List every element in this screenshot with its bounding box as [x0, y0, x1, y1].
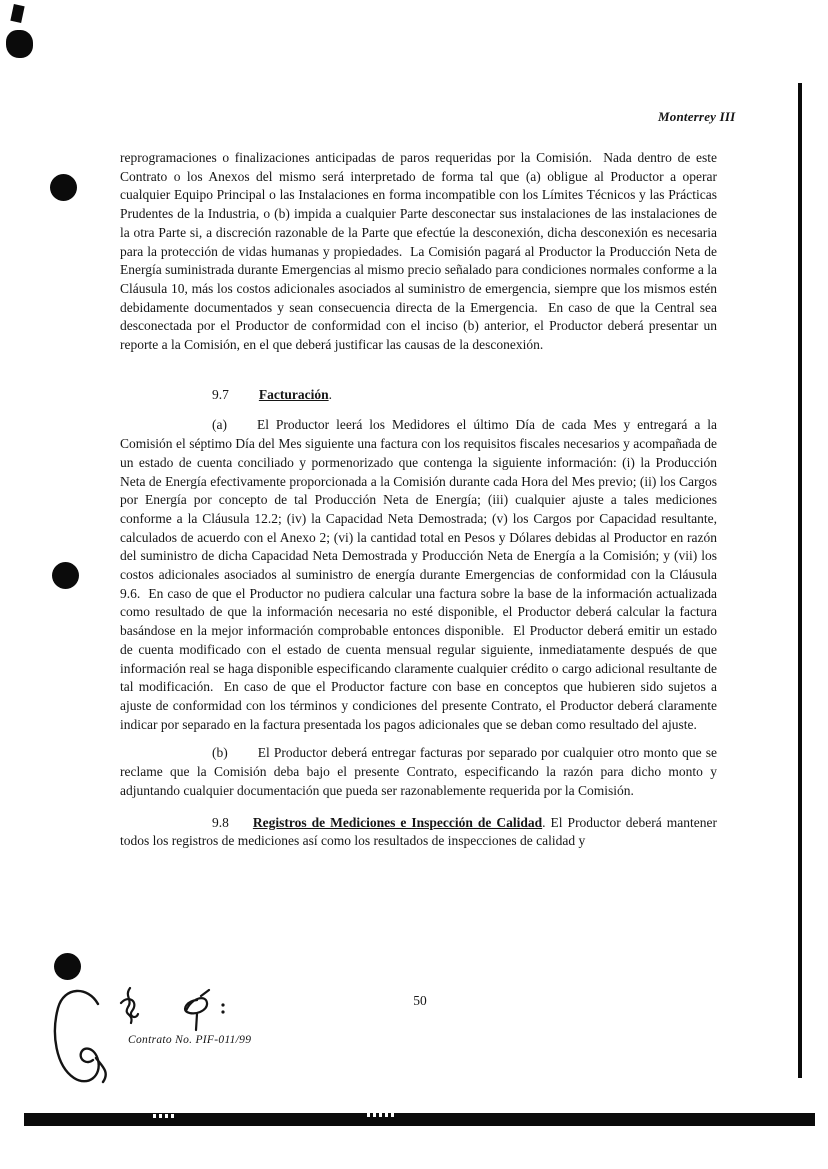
section-9-7-heading: [120, 386, 717, 405]
paragraph-a-text: El Productor leerá los Medidores el último Día de cada Mes y entregará a la Comisión el séptimo Día del Mes siguiente una factura con los requisitos fiscales necesarios y acompañada de un estado de cuenta conciliado y pormenorizado que contenga la siguiente información: (i) la Producción Neta de Energía efectivamente proporcionada a la Comisión durante cada Hora del Mes previo; (ii) los Cargos por Energía por concepto de tal Producción Neta de Energía; (iii) cualquier ajuste a tales mediciones conforme a la Cláusula 12.2; (iv) la Capacidad Neta Demostrada; (v) los Cargos por Capacidad resultante, calculados de acuerdo con el Anexo 2; (vi) la cantidad total en Pesos y Dólares debidas al Productor en razón del suministro de dicha Capacidad Neta Demostrada y Producción Neta de Energía a la Comisión; y (vii) los costos adicionales asociados al suministro de energía durante Emergencias de conformidad con la Cláusula 9.6. En caso de que el Productor no pudiera calcular una factura sobre la base de la información actualizada como resultado de que la información necesaria no esté disponible, el Productor deberá calcular la factura basándose en la mejor información comprobable entonces disponible. El Productor deberá emitir un estado de cuenta modificado con el estado de cuenta mensual regular siguiente, inmediatamente después de que información real se haga disponible especificando claramente cualquier crédito o cargo adicional resultante de tal modificación. En caso de que el Productor facture con base en conceptos que hubieren sido sujetos a ajuste de conformidad con los términos y condiciones del presente Contrato, el Productor deberá claramente indicar por separado en la factura presentada los pagos adicionales que se deban como resultado del ajuste.: [120, 417, 717, 732]
scan-edge-line: [798, 83, 802, 1078]
section-9-7-period: .: [328, 386, 332, 402]
paragraph-a-label: (a): [212, 417, 227, 433]
section-9-7-title: Facturación: [258, 386, 329, 402]
paragraph-b: [120, 744, 717, 800]
contract-number: Contrato No. PIF-011/99: [128, 1034, 252, 1046]
paragraph-b-text: El Productor deberá entregar facturas por separado por cualquier otro monto que se reclame que la Comisión deba bajo el presente Contrato, especificando la razón para dicho monto y adjuntando cualquier documentación que pueda ser razonablemente requerida por la Comisión.: [120, 745, 717, 798]
section-9-8-paragraph: [120, 814, 717, 851]
section-9-8-number: 9.8: [212, 814, 229, 830]
section-9-8-title: Registros de Mediciones e Inspección de Calidad: [252, 814, 543, 830]
document-header: Monterrey III: [658, 109, 736, 124]
punch-hole-middle: [52, 562, 79, 589]
paragraph-a: [120, 416, 717, 734]
page-number: 50: [413, 993, 427, 1008]
punch-hole-bottom: [54, 953, 81, 980]
punch-hole-top: [50, 174, 77, 201]
section-9-7-number: 9.7: [212, 386, 229, 402]
scan-artifact-corner-mark: [10, 4, 24, 23]
scan-artifact-corner-blob: [6, 30, 33, 58]
paragraph-b-label: (b): [212, 745, 228, 761]
scan-bar-dash-left: [153, 1114, 175, 1118]
scan-bar-dash-center: [367, 1113, 395, 1117]
section-9-8-text: El Productor deberá mantener todos los registros de mediciones así como los resultados de inspecciones de calidad y: [120, 814, 718, 849]
paragraph-intro: reprogramaciones o finalizaciones anticipadas de paros requeridas por la Comisión. Nada dentro de este Contrato o los Anexos del mismo será interpretado de forma tal que (a) obligue al Productor a operar cualquier Equipo Principal o las Instalaciones en forma incompatible con los Límites Técnicos y las Prácticas Prudentes de la Industria, o (b) impida a cualquier Parte desconectar sus instalaciones de las instalaciones de la otra Parte si, a discreción razonable de la Parte que efectúe la desconexión, dicha desconexión es necesaria para la protección de vidas humanas y propiedades. La Comisión pagará al Productor la Producción Neta de Energía suministrada durante Emergencias al mismo precio señalado para condiciones normales conforme a la Cláusula 10, más los costos adicionales asociados al suministro de emergencia, siempre que los mismos estén debidamente documentados y sean consecuencia directa de la Emergencia. En caso de que la Central sea desconectada por el Productor de conformidad con el inciso (b) anterior, el Productor deberá presentar un reporte a la Comisión, en el que deberá justificar las causas de la desconexión.: [120, 150, 717, 353]
scan-bottom-bar: [24, 1113, 815, 1126]
document-body: [120, 149, 717, 851]
section-9-8-period: .: [542, 814, 546, 830]
